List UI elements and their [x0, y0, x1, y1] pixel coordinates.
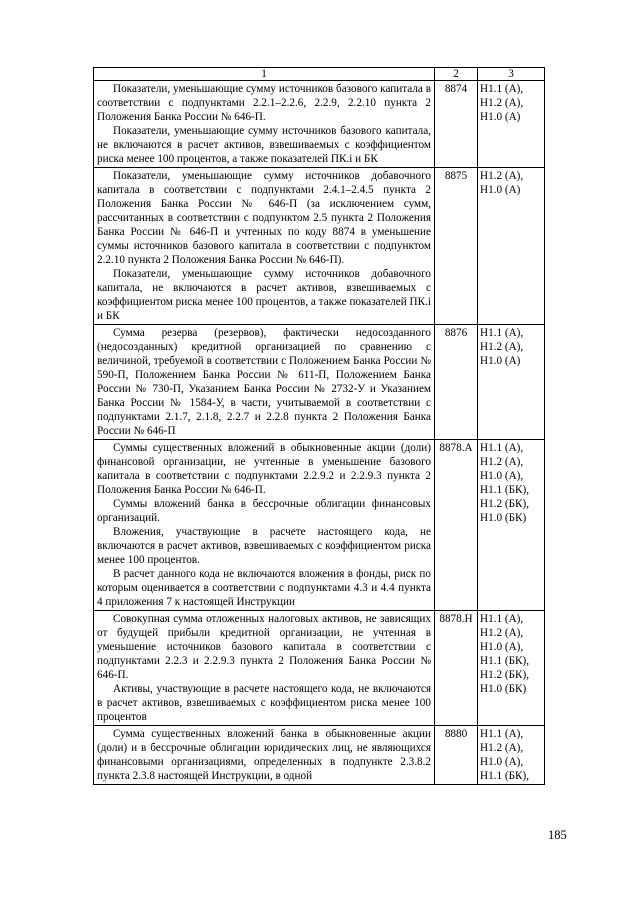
norm-item: Н1.0 (А),	[480, 470, 524, 482]
norm-item: Н1.1 (А),	[480, 327, 524, 339]
norm-item: Н1.2 (БК),	[480, 498, 529, 510]
norm-item: Н1.2 (А),	[480, 627, 524, 639]
norm-item: Н1.2 (А),	[480, 170, 524, 182]
table-row	[94, 81, 545, 168]
norm-item: Н1.2 (БК),	[480, 669, 529, 681]
code-cell: 8878.А	[435, 440, 478, 611]
description-cell	[94, 168, 435, 325]
table-row	[94, 726, 545, 785]
description-paragraph: Сумма резерва (резервов), фактически недосозданного (недосозданных) кредитной организацией по сравнению с величиной, требуемой в соответствии с Положением Банка России № 590-П, Положением Банка России № 611-П, Положением Банка России № 730-П, Указанием Банка России № 2732-У и Указанием Банка России № 1584-У, в части, учитываемой в соответствии с подпунктами 2.1.7, 2.1.8, 2.2.7 и 2.2.8 пункта 2 Положения Банка России № 646-П	[97, 327, 431, 437]
norm-item: Н1.1 (БК),	[480, 655, 529, 667]
norm-item: Н1.1 (А),	[480, 613, 524, 625]
norm-item: Н1.0 (БК)	[480, 512, 527, 524]
header-col-2: 2	[435, 68, 478, 81]
description-cell	[94, 440, 435, 611]
description-paragraph: Показатели, уменьшающие сумму источников базового капитала в соответствии с подпунктами 2.2.1–2.2.6, 2.2.9, 2.2.10 пункта 2 Положения Банка России № 646-П.	[97, 83, 431, 123]
description-paragraph: В расчет данного кода не включаются вложения в фонды, риск по которым оценивается в соответствии с подпунктами 4.3 и 4.4 пункта 4 приложения 7 к настоящей Инструкции	[97, 568, 431, 608]
code-cell: 8878.Н	[435, 611, 478, 726]
norm-item: Н1.0 (А)	[480, 355, 521, 367]
description-paragraph: Совокупная сумма отложенных налоговых активов, не зависящих от будущей прибыли кредитной организации, не учтенная в уменьшение источников базового капитала в соответствии с подпунктами 2.2.3 и 2.2.9.3 пункта 2 Положения Банка России № 646-П.	[97, 613, 431, 681]
table-row	[94, 611, 545, 726]
description-paragraph: Сумма существенных вложений банка в обыкновенные акции (доли) и в бессрочные облигации юридических лиц, не являющихся финансовыми организациями, определенных в подпункте 2.3.8.2 пункта 2.3.8 настоящей Инструкции, в одной	[97, 728, 431, 782]
code-cell: 8875	[435, 168, 478, 325]
header-col-3: 3	[478, 68, 545, 81]
norms-cell	[478, 81, 545, 168]
description-cell	[94, 81, 435, 168]
norms-cell	[478, 325, 545, 440]
norm-item: Н1.2 (А),	[480, 341, 524, 353]
norm-item: Н1.0 (А),	[480, 641, 524, 653]
description-paragraph: Активы, участвующие в расчете настоящего кода, не включаются в расчет активов, взвешиваемых с коэффициентом риска менее 100 процентов	[97, 683, 431, 723]
norm-item: Н1.1 (А),	[480, 83, 524, 95]
description-paragraph: Показатели, уменьшающие сумму источников добавочного капитала в соответствии с подпунктами 2.4.1–2.4.5 пункта 2 Положения Банка России № 646-П (за исключением сумм, рассчитанных в соответствии с подпунктом 2.5 пункта 2 Положения Банка России № 646-П и учтенных по коду 8874 в уменьшение суммы источников базового капитала в соответствии с подпунктом 2.2.10 пункта 2 Положения Банка России № 646-П).	[97, 170, 431, 266]
description-paragraph: Суммы вложений банка в бессрочные облигации финансовых организаций.	[97, 498, 431, 524]
norm-item: Н1.0 (БК)	[480, 683, 527, 695]
table-row	[94, 168, 545, 325]
code-cell: 8874	[435, 81, 478, 168]
norms-cell	[478, 611, 545, 726]
table-header-row	[94, 68, 545, 81]
description-paragraph: Показатели, уменьшающие сумму источников добавочного капитала, не включаются в расчет активов, взвешиваемых с коэффициентом риска менее 100 процентов, а также показателей ПК.i и БК	[97, 268, 431, 322]
norm-item: Н1.1 (БК),	[480, 484, 529, 496]
norm-item: Н1.1 (БК),	[480, 770, 529, 782]
indicator-table	[93, 67, 545, 785]
norms-cell	[478, 168, 545, 325]
description-paragraph: Суммы существенных вложений в обыкновенные акции (доли) финансовой организации, не учтенные в уменьшение базового капитала в соответствии с подпунктами 2.2.9.2 и 2.2.9.3 пункта 2 Положения Банка России № 646-П.	[97, 442, 431, 496]
description-cell	[94, 611, 435, 726]
header-col-1: 1	[94, 68, 435, 81]
norm-item: Н1.0 (А)	[480, 184, 521, 196]
code-cell: 8880	[435, 726, 478, 785]
table-row	[94, 325, 545, 440]
page-number: 185	[548, 828, 567, 842]
norm-item: Н1.2 (А),	[480, 456, 524, 468]
norm-item: Н1.2 (А),	[480, 97, 524, 109]
norm-item: Н1.0 (А)	[480, 111, 521, 123]
description-paragraph: Вложения, участвующие в расчете настоящего кода, не включаются в расчет активов, взвешиваемых с коэффициентом риска менее 100 процентов.	[97, 526, 431, 566]
description-cell	[94, 726, 435, 785]
norms-cell	[478, 726, 545, 785]
description-cell	[94, 325, 435, 440]
norm-item: Н1.1 (А),	[480, 728, 524, 740]
code-cell: 8876	[435, 325, 478, 440]
table-row	[94, 440, 545, 611]
norm-item: Н1.0 (А),	[480, 756, 524, 768]
table-body	[94, 81, 545, 785]
norm-item: Н1.2 (А),	[480, 742, 524, 754]
norms-cell	[478, 440, 545, 611]
norm-item: Н1.1 (А),	[480, 442, 524, 454]
description-paragraph: Показатели, уменьшающие сумму источников базового капитала, не включаются в расчет активов, взвешиваемых с коэффициентом риска менее 100 процентов, а также показателей ПК.i и БК	[97, 125, 431, 165]
